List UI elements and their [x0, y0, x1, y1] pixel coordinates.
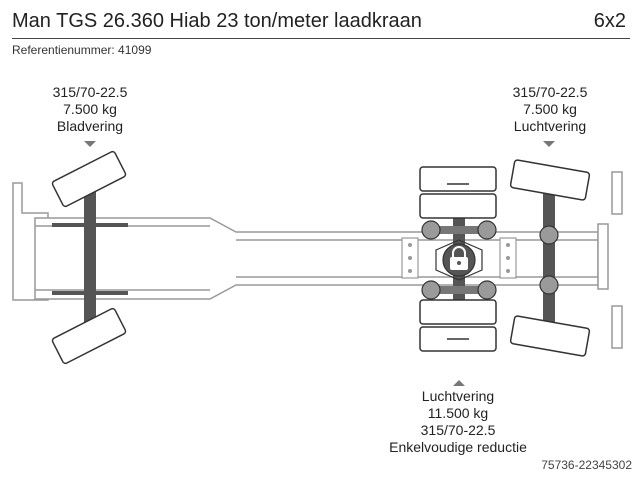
footer-code: 75736-22345302 [541, 458, 632, 472]
front-axle-suspension: Bladvering [56, 118, 124, 134]
front-axle-label [40, 84, 140, 135]
tag-axle-tire-size: 315/70-22.5 [512, 84, 588, 100]
front-axle-triangle-marker-icon [84, 141, 96, 147]
drive-axle-load: 11.500 kg [427, 405, 489, 421]
rear-bumper [598, 172, 622, 348]
reference-number: Referentienummer: 41099 [12, 43, 152, 57]
tag-axle-load: 7.500 kg [523, 101, 577, 117]
tag-axle-triangle-marker-icon [543, 141, 555, 147]
page-title: Man TGS 26.360 Hiab 23 ton/meter laadkraan [12, 10, 422, 32]
drive-axle-tire-size: 315/70-22.5 [420, 422, 496, 438]
drive-axle-reduction: Enkelvoudige reductie [389, 439, 527, 455]
drive-axle-triangle-marker-icon [453, 380, 465, 386]
front-axle-load: 7.500 kg [63, 101, 117, 117]
tag-right-tire [510, 316, 590, 357]
drive-right-inner-tire [420, 300, 496, 324]
drive-axle-suspension: Luchtvering [421, 388, 495, 404]
front-axle-tire-size: 315/70-22.5 [52, 84, 128, 100]
tag-axle-label [500, 84, 600, 135]
drive-axle-label [378, 388, 538, 456]
tag-left-tire [510, 160, 590, 201]
drive-left-inner-tire [420, 194, 496, 218]
axle-configuration: 6x2 [593, 10, 626, 32]
drive-left-outer-tire [420, 167, 496, 191]
tag-axle-suspension: Luchtvering [513, 118, 587, 134]
